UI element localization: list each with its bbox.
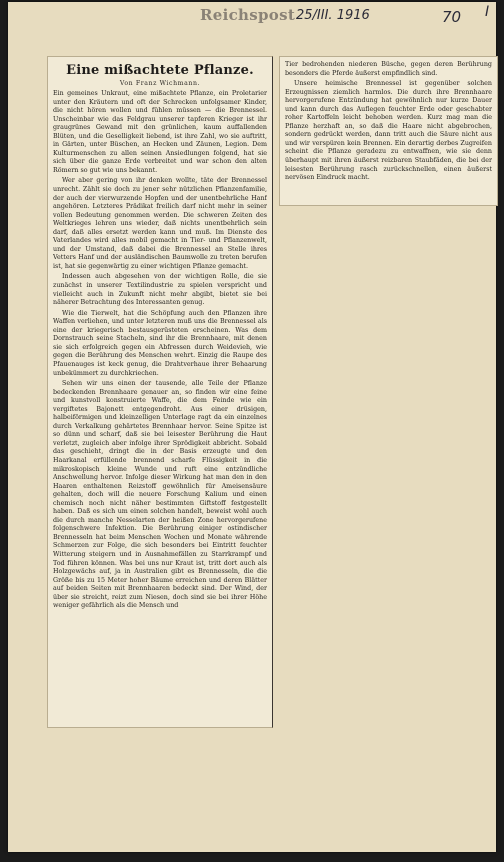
paragraph: Ein gemeines Unkraut, eine mißachtete Pflanze, ein Proletarier unter den Kräutern und oft der Schrecken unfolgsamer Kinder, die nicht hören wollen und fühlen müssen — die Brennessel. Unscheinbar wie das Feldgrau unserer tapferen Krieger ist ihr graugrünes Gewand mit den grünlichen, kaum auffallenden Blüten, und die Geselligkeit liebend, ist ihre Zahl, wo sie auftritt, in Gärten, unter Büschen, an Hecken und Zäunen, Legion. Dem Kulturmenschen zu allen seinen Ansiedlungen folgend, hat sie sich über die ganze Erde verbreitet und war schon den alten Römern so gut wie uns bekannt.	[53, 90, 267, 174]
article-byline: Von Franz Wichmann.	[119, 80, 201, 87]
left-column	[53, 90, 267, 611]
paragraph: Indessen auch abgesehen von der wichtigen Rolle, die sie zunächst in unserer Textilindustrie zu spielen verspricht und vielleicht auch in Zukunft nicht mehr abgibt, bietet sie bei näherer Betrachtung des Interessanten genug.	[53, 273, 267, 307]
paragraph: Tier bedrohenden niederen Büsche, gegen deren Berührung besonders die Pferde äußerst empfindlich sind.	[285, 61, 492, 77]
handwritten-roman-numeral: I	[485, 4, 490, 20]
masthead: Reichspost	[200, 6, 296, 24]
article-title: Eine mißachtete Pflanze.	[66, 63, 254, 78]
paragraph: Unsere heimische Brennessel ist gegenüber solchen Erzeugnissen ziemlich harmlos. Die durch ihre Brennhaare hervorgerufene Entzündung hat gewöhnlich nur kurze Dauer und kann durch das Auflegen feuchter Erde oder geschabter roher Kartoffeln leicht behoben werden. Kurz mag man die Pflanze herzhaft an, so daß die Haare nicht abgebrochen, sondern gedrückt werden, dann tritt auch die Säure nicht aus und wir verspüren kein Brennen. Ein derartig derbes Zugreifen scheint die Pflanze geradezu zu entwaffnen, wie sie denn überhaupt mit ihren äußerst reizbaren Staubfäden, die bei der leisesten Berührung rasch zurückschnellen, einen äußerst nervösen Eindruck macht.	[285, 80, 492, 182]
article-clipping-right	[279, 56, 498, 206]
right-column	[285, 61, 492, 183]
handwritten-number: 70	[442, 8, 462, 26]
paragraph: Wer aber gering von ihr denken wollte, täte der Brennessel unrecht. Zählt sie doch zu jener sehr nützlichen Pflanzenfamilie, der auch der vierwurzende Hopfen und der unentbehrliche Hanf angehören. Letzteres Prädikat freilich darf nicht mehr in seiner vollen Bedeutung genommen werden. Die schweren Zeiten des Weltkrieges lehren uns wieder, daß nichts unentbehrlich sein darf, daß alles ersetzt werden kann und muß. Im Dienste des Vaterlandes wird alles mobil gemacht in Tier- und Pflanzenwelt, und der Umstand, daß dabei die Brennessel an Stelle ihres Vetters Hanf und der ausländischen Baumwolle zu treten berufen ist, hat sie gegenwärtig zu einer wichtigen Pflanze gemacht.	[53, 177, 267, 270]
handwritten-date: 25/III. 1916	[296, 8, 370, 23]
paragraph: Sehen wir uns einen der tausende, alle Teile der Pflanze bedeckenden Brennhaare genauer an, so finden wir eine feine und kunstvoll konstruierte Waffe, die dem Feinde wie ein vergiftetes Bajonett entgegendroht. Aus einer drüsigen, halbeiförmigen und kleinzelligen Unterlage ragt da ein einzelnes durch Verkalkung gehärtetes Brennhaar hervor. Seine Spitze ist so dünn und scharf, daß sie bei leisester Berührung die Haut verletzt, zugleich aber infolge ihrer Sprödigkeit abbricht. Sobald das geschieht, dringt die in der Basis erzeugte und den Haarkanal erfüllende brennend scharfe Flüssigkeit in die mikroskopisch kleine Wunde und ruft eine entzündliche Anschwellung hervor. Infolge dieser Wirkung hat man den in den Haaren enthaltenen Reizstoff gewöhnlich für Ameisensäure gehalten, doch will die neuere Forschung Kalium und einen chemisch noch nicht näher bestimmten Giftstoff festgestellt haben. Daß es sich um einen solchen handelt, beweist wohl auch die durch manche Nesselarten der heißen Zone hervorgerufene folgenschwere Infektion. Die Berührung einiger ostindischer Brennesseln hat beim Menschen Wochen und Monate währende Schmerzen zur Folge, die sich besonders bei Eintritt feuchter Witterung steigern und in Ausnahmefällen zu Starrkrampf und Tod führen können. Was bei uns nur Kraut ist, tritt dort auch als Holzgewächs auf, ja in Australien gibt es Brennesseln, die die Größe bis zu 15 Meter hoher Bäume erreichen und deren Blätter auf beiden Seiten mit Brennhaaren bedeckt sind. Der Wind, der über sie streicht, reizt zum Niesen, doch sind sie bei ihrer Höhe weniger gefährlich als die Mensch und	[53, 380, 267, 610]
paragraph: Wie die Tierwelt, hat die Schöpfung auch den Pflanzen ihre Waffen verliehen, und unter letzteren muß uns die Brennessel als eine der kriegerisch bestausgerüsteten erscheinen. Was dem Dornstrauch seine Stacheln, sind ihr die Brennhaare, mit denen sie sich erfolgreich gegen ein Abfressen durch Weidevieh, wie gegen die Berührung des Menschen wehrt. Einzig die Raupe des Pfauenauges ist keck genug, die Drahtverhaue ihrer Behaarung unbekümmert zu durchkriechen.	[53, 309, 267, 377]
article-clipping-left	[47, 56, 273, 728]
